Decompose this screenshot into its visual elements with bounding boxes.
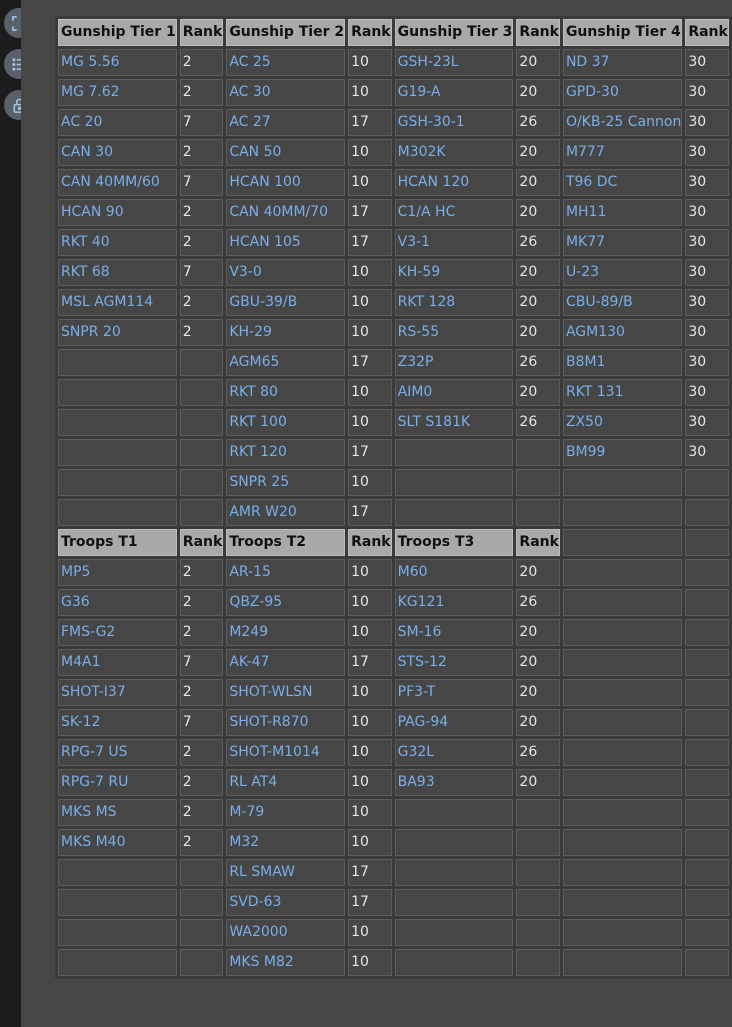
empty-cell xyxy=(685,469,729,496)
empty-cell xyxy=(563,679,682,706)
table-row xyxy=(58,49,729,76)
weapon-link[interactable]: GPD-30 xyxy=(563,79,682,106)
rank-value: 7 xyxy=(180,169,224,196)
empty-cell xyxy=(685,919,729,946)
weapon-link[interactable]: CAN 40MM/60 xyxy=(58,169,177,196)
empty-cell xyxy=(58,349,177,376)
weapon-link[interactable]: G19-A xyxy=(395,79,514,106)
empty-cell xyxy=(180,349,224,376)
weapon-link[interactable]: KH-29 xyxy=(226,319,345,346)
empty-cell xyxy=(516,799,560,826)
rank-value: 26 xyxy=(516,739,560,766)
weapon-link[interactable]: M249 xyxy=(226,619,345,646)
rank-value: 10 xyxy=(348,469,392,496)
empty-cell xyxy=(563,889,682,916)
table-row xyxy=(58,139,729,166)
empty-cell xyxy=(516,859,560,886)
rank-value: 10 xyxy=(348,949,392,976)
rank-value: 20 xyxy=(516,649,560,676)
empty-cell xyxy=(58,439,177,466)
empty-cell xyxy=(395,499,514,526)
weapon-link[interactable]: O/KB-25 Cannon xyxy=(563,109,682,136)
empty-cell xyxy=(563,529,682,556)
rank-value: 20 xyxy=(516,559,560,586)
rank-value: 17 xyxy=(348,109,392,136)
empty-cell xyxy=(395,439,514,466)
empty-cell xyxy=(685,829,729,856)
weapon-link[interactable]: SM-16 xyxy=(395,619,514,646)
rank-value: 26 xyxy=(516,109,560,136)
rank-value: 10 xyxy=(348,559,392,586)
weapon-link[interactable]: V3-1 xyxy=(395,229,514,256)
empty-cell xyxy=(516,889,560,916)
rank-value: 30 xyxy=(685,379,729,406)
weapon-link[interactable]: HCAN 90 xyxy=(58,199,177,226)
weapon-link[interactable]: RKT 68 xyxy=(58,259,177,286)
rank-value: 2 xyxy=(180,139,224,166)
rank-value: 26 xyxy=(516,349,560,376)
table-row xyxy=(58,349,729,376)
empty-cell xyxy=(563,739,682,766)
rank-column-header: Rank xyxy=(348,19,392,46)
empty-cell xyxy=(685,709,729,736)
rank-value: 10 xyxy=(348,169,392,196)
empty-cell xyxy=(58,919,177,946)
rank-value: 30 xyxy=(685,109,729,136)
table-row xyxy=(58,79,729,106)
weapon-link[interactable]: SNPR 25 xyxy=(226,469,345,496)
weapon-link[interactable]: AMR W20 xyxy=(226,499,345,526)
table-row xyxy=(58,319,729,346)
weapon-link[interactable]: MP5 xyxy=(58,559,177,586)
rank-value: 20 xyxy=(516,619,560,646)
table-row xyxy=(58,859,729,886)
rank-value: 26 xyxy=(516,409,560,436)
table-row xyxy=(58,379,729,406)
weapon-link[interactable]: ZX50 xyxy=(563,409,682,436)
rank-value: 20 xyxy=(516,199,560,226)
rank-value: 30 xyxy=(685,439,729,466)
rank-value: 17 xyxy=(348,859,392,886)
rank-value: 30 xyxy=(685,229,729,256)
rank-value: 2 xyxy=(180,559,224,586)
rank-value: 20 xyxy=(516,769,560,796)
weapon-link[interactable]: BA93 xyxy=(395,769,514,796)
rank-value: 10 xyxy=(348,289,392,316)
table-row xyxy=(58,589,729,616)
rank-value: 30 xyxy=(685,259,729,286)
rank-value: 20 xyxy=(516,139,560,166)
rank-column-header: Rank xyxy=(180,19,224,46)
empty-cell xyxy=(395,919,514,946)
weapon-link[interactable]: SK-12 xyxy=(58,709,177,736)
rank-value: 20 xyxy=(516,169,560,196)
rank-value: 17 xyxy=(348,199,392,226)
weapon-link[interactable]: FMS-G2 xyxy=(58,619,177,646)
weapon-link[interactable]: GSH-30-1 xyxy=(395,109,514,136)
empty-cell xyxy=(180,949,224,976)
table-row xyxy=(58,109,729,136)
empty-cell xyxy=(685,799,729,826)
empty-cell xyxy=(563,769,682,796)
weapon-link[interactable]: ND 37 xyxy=(563,49,682,76)
table-row xyxy=(58,409,729,436)
weapon-link[interactable]: U-23 xyxy=(563,259,682,286)
empty-cell xyxy=(516,949,560,976)
table-row xyxy=(58,229,729,256)
weapon-link[interactable]: RKT 131 xyxy=(563,379,682,406)
rank-value: 7 xyxy=(180,709,224,736)
table-row xyxy=(58,559,729,586)
weapon-link[interactable]: M4A1 xyxy=(58,649,177,676)
empty-cell xyxy=(563,559,682,586)
empty-cell xyxy=(563,859,682,886)
weapon-link[interactable]: MG 7.62 xyxy=(58,79,177,106)
rank-value: 26 xyxy=(516,229,560,256)
rank-value: 10 xyxy=(348,619,392,646)
table-row xyxy=(58,829,729,856)
weapon-link[interactable]: RKT 40 xyxy=(58,229,177,256)
empty-cell xyxy=(685,589,729,616)
rank-value: 17 xyxy=(348,349,392,376)
table-row xyxy=(58,949,729,976)
rank-value: 2 xyxy=(180,229,224,256)
column-header: Gunship Tier 2 xyxy=(226,19,345,46)
empty-cell xyxy=(180,919,224,946)
weapon-link[interactable]: AC 20 xyxy=(58,109,177,136)
weapon-link[interactable]: AR-15 xyxy=(226,559,345,586)
empty-cell xyxy=(516,469,560,496)
empty-cell xyxy=(58,949,177,976)
empty-cell xyxy=(685,859,729,886)
weapon-link[interactable]: CBU-89/B xyxy=(563,289,682,316)
empty-cell xyxy=(685,529,729,556)
rank-value: 10 xyxy=(348,379,392,406)
empty-cell xyxy=(58,379,177,406)
weapon-link[interactable]: V3-0 xyxy=(226,259,345,286)
table-row xyxy=(58,739,729,766)
main-content xyxy=(21,0,728,1027)
weapon-link[interactable]: SHOT-WLSN xyxy=(226,679,345,706)
rank-column-header: Rank xyxy=(516,19,560,46)
rank-value: 30 xyxy=(685,409,729,436)
weapon-link[interactable]: SHOT-R870 xyxy=(226,709,345,736)
weapon-link[interactable]: RKT 80 xyxy=(226,379,345,406)
table-row xyxy=(58,799,729,826)
rank-value: 30 xyxy=(685,49,729,76)
empty-cell xyxy=(516,439,560,466)
rank-value: 20 xyxy=(516,709,560,736)
table-row xyxy=(58,649,729,676)
weapon-link[interactable]: M32 xyxy=(226,829,345,856)
empty-cell xyxy=(563,829,682,856)
gunship-header-row xyxy=(58,19,729,46)
rank-column-header: Rank xyxy=(180,529,224,556)
rank-column-header: Rank xyxy=(516,529,560,556)
troops-header-row xyxy=(58,529,729,556)
rank-value: 30 xyxy=(685,199,729,226)
empty-cell xyxy=(685,499,729,526)
weapon-link[interactable]: AGM130 xyxy=(563,319,682,346)
weapon-link[interactable]: KH-59 xyxy=(395,259,514,286)
empty-cell xyxy=(563,799,682,826)
rank-value: 2 xyxy=(180,589,224,616)
table-row xyxy=(58,289,729,316)
rank-value: 10 xyxy=(348,829,392,856)
empty-cell xyxy=(685,769,729,796)
empty-cell xyxy=(180,409,224,436)
rank-column-header: Rank xyxy=(685,19,729,46)
rank-value: 10 xyxy=(348,589,392,616)
weapon-link[interactable]: AIM0 xyxy=(395,379,514,406)
table-row xyxy=(58,439,729,466)
empty-cell xyxy=(180,439,224,466)
left-panel-strip xyxy=(0,0,21,1027)
rank-value: 7 xyxy=(180,259,224,286)
weapon-link[interactable]: BM99 xyxy=(563,439,682,466)
weapon-link[interactable]: RS-55 xyxy=(395,319,514,346)
rank-value: 7 xyxy=(180,649,224,676)
weapon-link[interactable]: RPG-7 RU xyxy=(58,769,177,796)
weapon-link[interactable]: G36 xyxy=(58,589,177,616)
weapon-link[interactable]: AK-47 xyxy=(226,649,345,676)
table-row xyxy=(58,679,729,706)
rank-value: 10 xyxy=(348,79,392,106)
table-row xyxy=(58,769,729,796)
weapon-link[interactable]: MKS M40 xyxy=(58,829,177,856)
weapon-link[interactable]: SHOT-I37 xyxy=(58,679,177,706)
weapon-link[interactable]: SHOT-M1014 xyxy=(226,739,345,766)
empty-cell xyxy=(395,829,514,856)
rank-value: 2 xyxy=(180,769,224,796)
rank-value: 26 xyxy=(516,589,560,616)
empty-cell xyxy=(516,499,560,526)
rank-value: 10 xyxy=(348,259,392,286)
rank-value: 2 xyxy=(180,289,224,316)
rank-value: 17 xyxy=(348,229,392,256)
empty-cell xyxy=(395,889,514,916)
weapon-link[interactable]: AC 30 xyxy=(226,79,345,106)
empty-cell xyxy=(180,469,224,496)
weapon-link[interactable]: MKS MS xyxy=(58,799,177,826)
weapon-link[interactable]: B8M1 xyxy=(563,349,682,376)
rank-value: 10 xyxy=(348,919,392,946)
weapon-link[interactable]: C1/A HC xyxy=(395,199,514,226)
rank-value: 17 xyxy=(348,439,392,466)
weapon-link[interactable]: CAN 30 xyxy=(58,139,177,166)
rank-value: 17 xyxy=(348,649,392,676)
weapon-link[interactable]: CAN 50 xyxy=(226,139,345,166)
empty-cell xyxy=(395,859,514,886)
weapon-link[interactable]: SLT S181K xyxy=(395,409,514,436)
empty-cell xyxy=(563,589,682,616)
table-row xyxy=(58,199,729,226)
rank-value: 2 xyxy=(180,319,224,346)
empty-cell xyxy=(685,739,729,766)
table-row xyxy=(58,169,729,196)
rank-value: 10 xyxy=(348,799,392,826)
weapon-link[interactable]: MG 5.56 xyxy=(58,49,177,76)
column-header: Troops T3 xyxy=(395,529,514,556)
weapon-link[interactable]: WA2000 xyxy=(226,919,345,946)
rank-value: 10 xyxy=(348,739,392,766)
empty-cell xyxy=(563,949,682,976)
empty-cell xyxy=(58,889,177,916)
empty-cell xyxy=(563,619,682,646)
rank-value: 30 xyxy=(685,139,729,166)
rank-value: 20 xyxy=(516,79,560,106)
rank-value: 20 xyxy=(516,289,560,316)
rank-value: 10 xyxy=(348,769,392,796)
rank-value: 2 xyxy=(180,829,224,856)
empty-cell xyxy=(58,859,177,886)
rank-value: 17 xyxy=(348,499,392,526)
weapons-rank-table xyxy=(55,16,732,979)
rank-value: 2 xyxy=(180,199,224,226)
weapon-link[interactable]: M-79 xyxy=(226,799,345,826)
weapon-link[interactable]: KG121 xyxy=(395,589,514,616)
weapon-link[interactable]: CAN 40MM/70 xyxy=(226,199,345,226)
rank-value: 20 xyxy=(516,679,560,706)
rank-value: 2 xyxy=(180,49,224,76)
weapon-link[interactable]: AC 25 xyxy=(226,49,345,76)
rank-value: 10 xyxy=(348,139,392,166)
empty-cell xyxy=(180,499,224,526)
column-header: Gunship Tier 3 xyxy=(395,19,514,46)
rank-value: 20 xyxy=(516,49,560,76)
table-row xyxy=(58,889,729,916)
empty-cell xyxy=(180,889,224,916)
rank-value: 20 xyxy=(516,319,560,346)
weapon-link[interactable]: RL SMAW xyxy=(226,859,345,886)
weapon-link[interactable]: RKT 128 xyxy=(395,289,514,316)
weapon-link[interactable]: SVD-63 xyxy=(226,889,345,916)
rank-value: 17 xyxy=(348,889,392,916)
rank-value: 2 xyxy=(180,79,224,106)
empty-cell xyxy=(563,919,682,946)
weapon-link[interactable]: GBU-39/B xyxy=(226,289,345,316)
empty-cell xyxy=(685,889,729,916)
weapon-link[interactable]: AGM65 xyxy=(226,349,345,376)
empty-cell xyxy=(516,829,560,856)
weapon-link[interactable]: MSL AGM114 xyxy=(58,289,177,316)
weapon-link[interactable]: G32L xyxy=(395,739,514,766)
weapon-link[interactable]: RKT 120 xyxy=(226,439,345,466)
empty-cell xyxy=(685,949,729,976)
empty-cell xyxy=(58,409,177,436)
empty-cell xyxy=(563,709,682,736)
table-row xyxy=(58,259,729,286)
weapon-link[interactable]: SNPR 20 xyxy=(58,319,177,346)
weapon-link[interactable]: RKT 100 xyxy=(226,409,345,436)
weapon-link[interactable]: GSH-23L xyxy=(395,49,514,76)
column-header: Gunship Tier 4 xyxy=(563,19,682,46)
rank-value: 2 xyxy=(180,739,224,766)
weapon-link[interactable]: RPG-7 US xyxy=(58,739,177,766)
weapon-link[interactable]: MKS M82 xyxy=(226,949,345,976)
table-row xyxy=(58,919,729,946)
empty-cell xyxy=(685,619,729,646)
rank-column-header: Rank xyxy=(348,529,392,556)
rank-value: 10 xyxy=(348,709,392,736)
empty-cell xyxy=(395,949,514,976)
empty-cell xyxy=(180,379,224,406)
rank-value: 2 xyxy=(180,619,224,646)
rank-value: 2 xyxy=(180,679,224,706)
empty-cell xyxy=(563,499,682,526)
weapon-link[interactable]: PF3-T xyxy=(395,679,514,706)
weapon-link[interactable]: HCAN 120 xyxy=(395,169,514,196)
empty-cell xyxy=(685,679,729,706)
rank-value: 20 xyxy=(516,379,560,406)
rank-value: 30 xyxy=(685,79,729,106)
rank-value: 30 xyxy=(685,169,729,196)
rank-value: 10 xyxy=(348,409,392,436)
table-row xyxy=(58,709,729,736)
rank-value: 7 xyxy=(180,109,224,136)
rank-value: 30 xyxy=(685,319,729,346)
rank-value: 10 xyxy=(348,49,392,76)
weapon-link[interactable]: RL AT4 xyxy=(226,769,345,796)
rank-value: 30 xyxy=(685,289,729,316)
weapon-link[interactable]: AC 27 xyxy=(226,109,345,136)
weapon-link[interactable]: STS-12 xyxy=(395,649,514,676)
empty-cell xyxy=(563,649,682,676)
empty-cell xyxy=(58,499,177,526)
empty-cell xyxy=(395,799,514,826)
weapon-link[interactable]: Z32P xyxy=(395,349,514,376)
rank-value: 2 xyxy=(180,799,224,826)
weapon-link[interactable]: M60 xyxy=(395,559,514,586)
empty-cell xyxy=(180,859,224,886)
empty-cell xyxy=(58,469,177,496)
weapon-link[interactable]: M777 xyxy=(563,139,682,166)
rank-value: 20 xyxy=(516,259,560,286)
empty-cell xyxy=(685,559,729,586)
weapon-link[interactable]: MK77 xyxy=(563,229,682,256)
weapon-link[interactable]: QBZ-95 xyxy=(226,589,345,616)
column-header: Gunship Tier 1 xyxy=(58,19,177,46)
table-row xyxy=(58,469,729,496)
column-header: Troops T1 xyxy=(58,529,177,556)
weapon-link[interactable]: M302K xyxy=(395,139,514,166)
column-header: Troops T2 xyxy=(226,529,345,556)
weapon-link[interactable]: MH11 xyxy=(563,199,682,226)
rank-value: 10 xyxy=(348,319,392,346)
table-row xyxy=(58,499,729,526)
weapon-link[interactable]: T96 DC xyxy=(563,169,682,196)
table-row xyxy=(58,619,729,646)
weapon-link[interactable]: HCAN 100 xyxy=(226,169,345,196)
empty-cell xyxy=(395,469,514,496)
empty-cell xyxy=(685,649,729,676)
empty-cell xyxy=(516,919,560,946)
weapon-link[interactable]: HCAN 105 xyxy=(226,229,345,256)
weapon-link[interactable]: PAG-94 xyxy=(395,709,514,736)
empty-cell xyxy=(563,469,682,496)
rank-value: 10 xyxy=(348,679,392,706)
rank-value: 30 xyxy=(685,349,729,376)
